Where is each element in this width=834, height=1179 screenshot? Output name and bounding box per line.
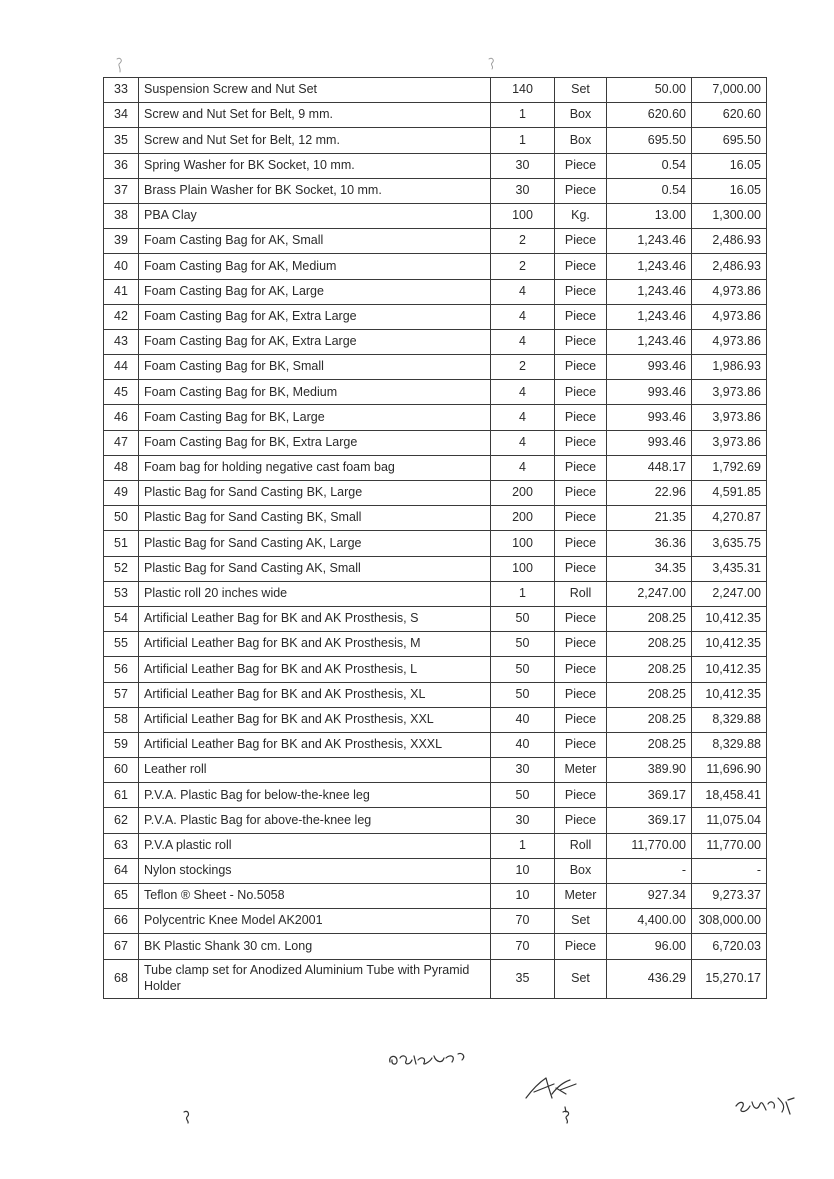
item-quantity: 10 [491,858,555,883]
row-number: 56 [104,657,139,682]
item-quantity: 200 [491,506,555,531]
item-quantity: 50 [491,682,555,707]
item-description: Artificial Leather Bag for BK and AK Prosthesis, L [139,657,491,682]
item-unit: Box [555,128,607,153]
table-row [104,430,767,455]
row-number: 61 [104,783,139,808]
table-row [104,78,767,103]
item-quantity: 4 [491,380,555,405]
table-row [104,355,767,380]
item-total: 308,000.00 [692,909,767,934]
item-quantity: 4 [491,304,555,329]
item-total: - [692,858,767,883]
row-number: 34 [104,103,139,128]
item-quantity: 50 [491,632,555,657]
item-quantity: 200 [491,481,555,506]
item-total: 3,973.86 [692,430,767,455]
item-description: P.V.A plastic roll [139,833,491,858]
item-unit: Meter [555,758,607,783]
table-row [104,329,767,354]
row-number: 64 [104,858,139,883]
item-unit: Piece [555,783,607,808]
row-number: 65 [104,884,139,909]
item-total: 10,412.35 [692,657,767,682]
item-total: 4,973.86 [692,279,767,304]
table-row [104,959,767,998]
table-row [104,506,767,531]
row-number: 50 [104,506,139,531]
item-unit: Piece [555,279,607,304]
table-row [104,304,767,329]
table-row [104,178,767,203]
item-total: 7,000.00 [692,78,767,103]
item-unit-price: 34.35 [607,556,692,581]
item-unit-price: 993.46 [607,380,692,405]
item-quantity: 4 [491,405,555,430]
item-unit-price: 208.25 [607,606,692,631]
item-quantity: 70 [491,909,555,934]
item-total: 18,458.41 [692,783,767,808]
item-unit-price: 0.54 [607,153,692,178]
item-quantity: 40 [491,732,555,757]
row-number: 53 [104,581,139,606]
item-total: 2,486.93 [692,229,767,254]
item-unit: Piece [555,178,607,203]
row-number: 67 [104,934,139,959]
item-unit-price: 96.00 [607,934,692,959]
item-unit-price: 1,243.46 [607,304,692,329]
item-quantity: 50 [491,606,555,631]
item-unit-price: 389.90 [607,758,692,783]
item-total: 10,412.35 [692,632,767,657]
item-description: Foam Casting Bag for BK, Large [139,405,491,430]
item-description: Plastic roll 20 inches wide [139,581,491,606]
item-description: Plastic Bag for Sand Casting AK, Large [139,531,491,556]
signature-right [730,1092,800,1122]
item-description: Spring Washer for BK Socket, 10 mm. [139,153,491,178]
item-total: 4,591.85 [692,481,767,506]
table-row [104,707,767,732]
item-unit-price: 11,770.00 [607,833,692,858]
item-unit: Piece [555,808,607,833]
item-description: Teflon ® Sheet - No.5058 [139,884,491,909]
signature-center [386,1046,476,1076]
table-row [104,606,767,631]
table-row [104,783,767,808]
item-quantity: 100 [491,531,555,556]
item-unit: Piece [555,934,607,959]
item-total: 695.50 [692,128,767,153]
item-unit-price: 1,243.46 [607,279,692,304]
item-description: Brass Plain Washer for BK Socket, 10 mm. [139,178,491,203]
item-unit: Roll [555,581,607,606]
item-unit-price: 436.29 [607,959,692,998]
item-total: 16.05 [692,153,767,178]
row-number: 36 [104,153,139,178]
item-unit-price: 50.00 [607,78,692,103]
table-row [104,229,767,254]
item-quantity: 4 [491,430,555,455]
table-row [104,581,767,606]
row-number: 52 [104,556,139,581]
row-number: 57 [104,682,139,707]
item-unit: Box [555,103,607,128]
item-unit-price: 993.46 [607,405,692,430]
item-description: Artificial Leather Bag for BK and AK Prosthesis, S [139,606,491,631]
item-quantity: 50 [491,783,555,808]
item-quantity: 30 [491,178,555,203]
item-quantity: 2 [491,254,555,279]
item-unit-price: 208.25 [607,632,692,657]
item-unit-price: 927.34 [607,884,692,909]
item-description: Tube clamp set for Anodized Aluminium Tube with Pyramid Holder [139,959,491,998]
row-number: 35 [104,128,139,153]
item-unit-price: 4,400.00 [607,909,692,934]
item-total: 11,075.04 [692,808,767,833]
top-mark-center [486,56,498,72]
item-unit: Piece [555,556,607,581]
item-unit: Piece [555,682,607,707]
item-unit: Piece [555,153,607,178]
item-quantity: 4 [491,279,555,304]
item-unit-price: 369.17 [607,808,692,833]
item-description: Artificial Leather Bag for BK and AK Prosthesis, XXXL [139,732,491,757]
item-quantity: 30 [491,153,555,178]
item-unit-price: 448.17 [607,455,692,480]
item-description: Plastic Bag for Sand Casting BK, Large [139,481,491,506]
item-unit: Box [555,858,607,883]
item-unit: Piece [555,506,607,531]
row-number: 43 [104,329,139,354]
item-description: Plastic Bag for Sand Casting BK, Small [139,506,491,531]
row-number: 47 [104,430,139,455]
table-row [104,531,767,556]
item-quantity: 50 [491,657,555,682]
item-total: 3,973.86 [692,380,767,405]
item-unit: Piece [555,380,607,405]
item-description: Foam Casting Bag for AK, Extra Large [139,329,491,354]
item-description: Foam Casting Bag for BK, Extra Large [139,430,491,455]
item-total: 620.60 [692,103,767,128]
row-number: 58 [104,707,139,732]
item-unit: Piece [555,707,607,732]
item-total: 2,247.00 [692,581,767,606]
item-description: P.V.A. Plastic Bag for above-the-knee leg [139,808,491,833]
row-number: 62 [104,808,139,833]
item-total: 11,696.90 [692,758,767,783]
item-description: Nylon stockings [139,858,491,883]
item-unit-price: 208.25 [607,732,692,757]
signature-middle [520,1074,580,1104]
row-number: 48 [104,455,139,480]
item-description: Polycentric Knee Model AK2001 [139,909,491,934]
item-description: Artificial Leather Bag for BK and AK Prosthesis, XL [139,682,491,707]
item-unit-price: 21.35 [607,506,692,531]
item-description: Suspension Screw and Nut Set [139,78,491,103]
item-unit-price: 36.36 [607,531,692,556]
item-total: 3,435.31 [692,556,767,581]
item-description: Foam Casting Bag for AK, Large [139,279,491,304]
item-unit-price: 1,243.46 [607,254,692,279]
table-row [104,103,767,128]
row-number: 60 [104,758,139,783]
table-row [104,128,767,153]
row-number: 37 [104,178,139,203]
item-total: 1,792.69 [692,455,767,480]
item-unit: Piece [555,405,607,430]
item-unit: Set [555,959,607,998]
item-description: Artificial Leather Bag for BK and AK Prosthesis, XXL [139,707,491,732]
item-total: 10,412.35 [692,606,767,631]
row-number: 33 [104,78,139,103]
table-row [104,682,767,707]
item-unit: Piece [555,481,607,506]
row-number: 55 [104,632,139,657]
row-number: 44 [104,355,139,380]
item-unit: Set [555,78,607,103]
item-description: Screw and Nut Set for Belt, 9 mm. [139,103,491,128]
item-unit-price: 1,243.46 [607,329,692,354]
table-row [104,884,767,909]
item-description: Foam Casting Bag for AK, Extra Large [139,304,491,329]
item-description: P.V.A. Plastic Bag for below-the-knee leg [139,783,491,808]
item-total: 4,973.86 [692,329,767,354]
item-quantity: 4 [491,329,555,354]
table-row [104,153,767,178]
table-row [104,858,767,883]
table-row [104,808,767,833]
item-description: Plastic Bag for Sand Casting AK, Small [139,556,491,581]
item-unit: Piece [555,657,607,682]
item-unit-price: 993.46 [607,430,692,455]
item-description: Foam Casting Bag for AK, Small [139,229,491,254]
row-number: 68 [104,959,139,998]
item-description: PBA Clay [139,203,491,228]
item-quantity: 70 [491,934,555,959]
item-total: 8,329.88 [692,707,767,732]
item-unit: Meter [555,884,607,909]
item-quantity: 1 [491,103,555,128]
item-quantity: 30 [491,758,555,783]
item-total: 10,412.35 [692,682,767,707]
item-unit: Piece [555,254,607,279]
item-unit: Piece [555,355,607,380]
item-total: 4,973.86 [692,304,767,329]
row-number: 45 [104,380,139,405]
item-quantity: 10 [491,884,555,909]
item-description: Leather roll [139,758,491,783]
item-quantity: 2 [491,355,555,380]
item-unit-price: 0.54 [607,178,692,203]
item-total: 4,270.87 [692,506,767,531]
item-quantity: 1 [491,581,555,606]
table-row [104,909,767,934]
item-unit: Piece [555,531,607,556]
item-unit: Piece [555,329,607,354]
row-number: 42 [104,304,139,329]
item-total: 6,720.03 [692,934,767,959]
row-number: 46 [104,405,139,430]
table-row [104,254,767,279]
item-unit: Piece [555,732,607,757]
item-total: 11,770.00 [692,833,767,858]
item-description: BK Plastic Shank 30 cm. Long [139,934,491,959]
table-row [104,380,767,405]
item-total: 2,486.93 [692,254,767,279]
table-row [104,481,767,506]
row-number: 38 [104,203,139,228]
item-unit-price: 369.17 [607,783,692,808]
item-description: Screw and Nut Set for Belt, 12 mm. [139,128,491,153]
item-quantity: 1 [491,128,555,153]
item-unit-price: 208.25 [607,707,692,732]
item-unit-price: 993.46 [607,355,692,380]
table-row [104,657,767,682]
item-description: Foam Casting Bag for BK, Medium [139,380,491,405]
table-row [104,758,767,783]
item-total: 1,986.93 [692,355,767,380]
item-unit-price: 13.00 [607,203,692,228]
item-unit: Roll [555,833,607,858]
item-total: 8,329.88 [692,732,767,757]
item-description: Foam bag for holding negative cast foam bag [139,455,491,480]
item-unit: Piece [555,455,607,480]
item-description: Foam Casting Bag for AK, Medium [139,254,491,279]
item-unit-price: 2,247.00 [607,581,692,606]
item-unit-price: 695.50 [607,128,692,153]
item-unit-price: 208.25 [607,657,692,682]
table-row [104,732,767,757]
item-total: 9,273.37 [692,884,767,909]
item-quantity: 2 [491,229,555,254]
table-row [104,934,767,959]
row-number: 49 [104,481,139,506]
item-unit-price: 1,243.46 [607,229,692,254]
item-description: Foam Casting Bag for BK, Small [139,355,491,380]
table-row [104,455,767,480]
row-number: 54 [104,606,139,631]
item-total: 16.05 [692,178,767,203]
item-unit: Piece [555,304,607,329]
item-total: 3,635.75 [692,531,767,556]
item-total: 1,300.00 [692,203,767,228]
item-quantity: 100 [491,203,555,228]
row-number: 41 [104,279,139,304]
item-unit-price: - [607,858,692,883]
table-row [104,279,767,304]
item-quantity: 140 [491,78,555,103]
item-unit: Piece [555,606,607,631]
item-description: Artificial Leather Bag for BK and AK Prosthesis, M [139,632,491,657]
items-table [103,77,767,999]
table-row [104,632,767,657]
top-mark-left [114,56,126,74]
row-number: 63 [104,833,139,858]
row-number: 40 [104,254,139,279]
item-unit: Kg. [555,203,607,228]
item-unit: Piece [555,632,607,657]
item-quantity: 30 [491,808,555,833]
item-quantity: 35 [491,959,555,998]
row-number: 39 [104,229,139,254]
row-number: 66 [104,909,139,934]
table-row [104,556,767,581]
item-unit-price: 208.25 [607,682,692,707]
item-quantity: 40 [491,707,555,732]
item-quantity: 100 [491,556,555,581]
item-unit: Piece [555,430,607,455]
item-unit-price: 620.60 [607,103,692,128]
item-unit: Piece [555,229,607,254]
item-total: 3,973.86 [692,405,767,430]
small-mark-left [180,1108,194,1126]
item-total: 15,270.17 [692,959,767,998]
table-row [104,405,767,430]
items-table-body [104,78,767,999]
item-unit: Set [555,909,607,934]
small-mark-middle [560,1104,574,1126]
table-row [104,833,767,858]
row-number: 51 [104,531,139,556]
item-unit-price: 22.96 [607,481,692,506]
row-number: 59 [104,732,139,757]
table-row [104,203,767,228]
item-quantity: 1 [491,833,555,858]
item-quantity: 4 [491,455,555,480]
